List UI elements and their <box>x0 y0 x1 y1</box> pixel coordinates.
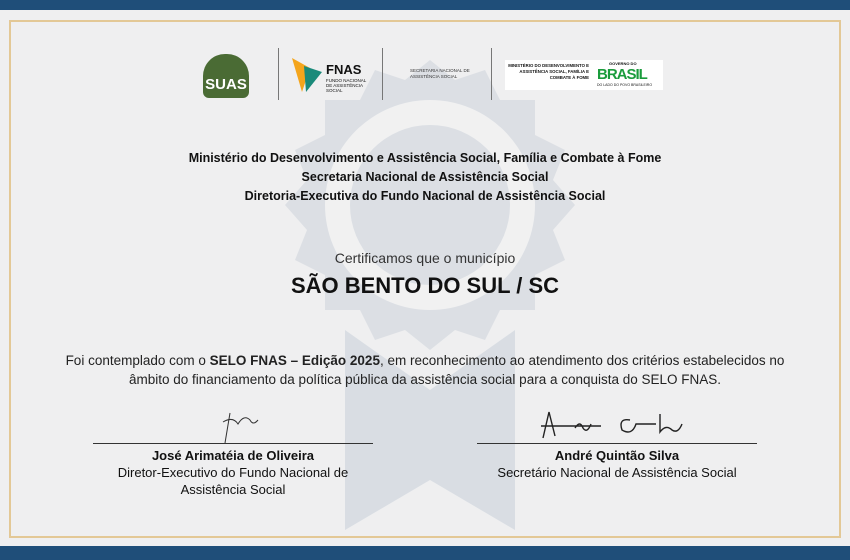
signature-block-1 <box>93 443 373 498</box>
ministry-name: Ministério do Desenvolvimento e Assistência Social, Família e Combate à Fome <box>188 151 662 165</box>
header <box>0 149 850 206</box>
bottom-bar <box>0 546 850 560</box>
municipality-name: SÃO BENTO DO SUL / SC <box>290 273 560 298</box>
signer-name: André Quintão Silva <box>554 448 680 463</box>
signature-1-image <box>195 408 265 446</box>
divider <box>278 48 279 100</box>
body-bold: SELO FNAS – Edição 2025 <box>209 353 380 368</box>
suas-logo: SUAS <box>203 54 249 98</box>
divider <box>382 48 383 100</box>
top-bar <box>0 0 850 10</box>
secretariat-name: Secretaria Nacional de Assistência Social <box>301 170 549 184</box>
signature-line <box>477 443 757 444</box>
signer-name: José Arimatéia de Oliveira <box>151 448 315 463</box>
intro-text: Certificamos que o município <box>334 250 516 266</box>
ministerio-logo: MINISTÉRIO DO DESENVOLVIMENTO E ASSISTÊNCIA SOCIAL, FAMÍLIA E COMBATE À FOME GOVERNO DO BRASIL DO LADO DO POVO BRASILEIRO <box>505 60 663 90</box>
signer-role: Secretário Nacional de Assistência Social <box>497 465 737 480</box>
logo-strip <box>0 48 850 104</box>
signature-2-image <box>535 408 695 444</box>
body-text <box>0 351 850 389</box>
body-pre: Foi contemplado com o <box>65 353 210 368</box>
signature-block-2 <box>477 443 757 481</box>
directorate-name: Diretoria-Executiva do Fundo Nacional de Assistência Social <box>244 189 606 203</box>
fnas-logo: FNAS FUNDO NACIONAL DE ASSISTÊNCIA SOCIAL <box>292 58 322 97</box>
secretaria-logo: SECRETARIA NACIONAL DE ASSISTÊNCIA SOCIAL <box>410 68 470 79</box>
divider <box>491 48 492 100</box>
body-post: , em reconhecimento ao atendimento dos critérios estabelecidos no âmbito do financiamento da política pública da assistência social para a conquista do SELO FNAS. <box>128 353 785 387</box>
signer-role: Diretor-Executivo do Fundo Nacional de Assistência Social <box>117 465 349 497</box>
signature-line <box>93 443 373 444</box>
